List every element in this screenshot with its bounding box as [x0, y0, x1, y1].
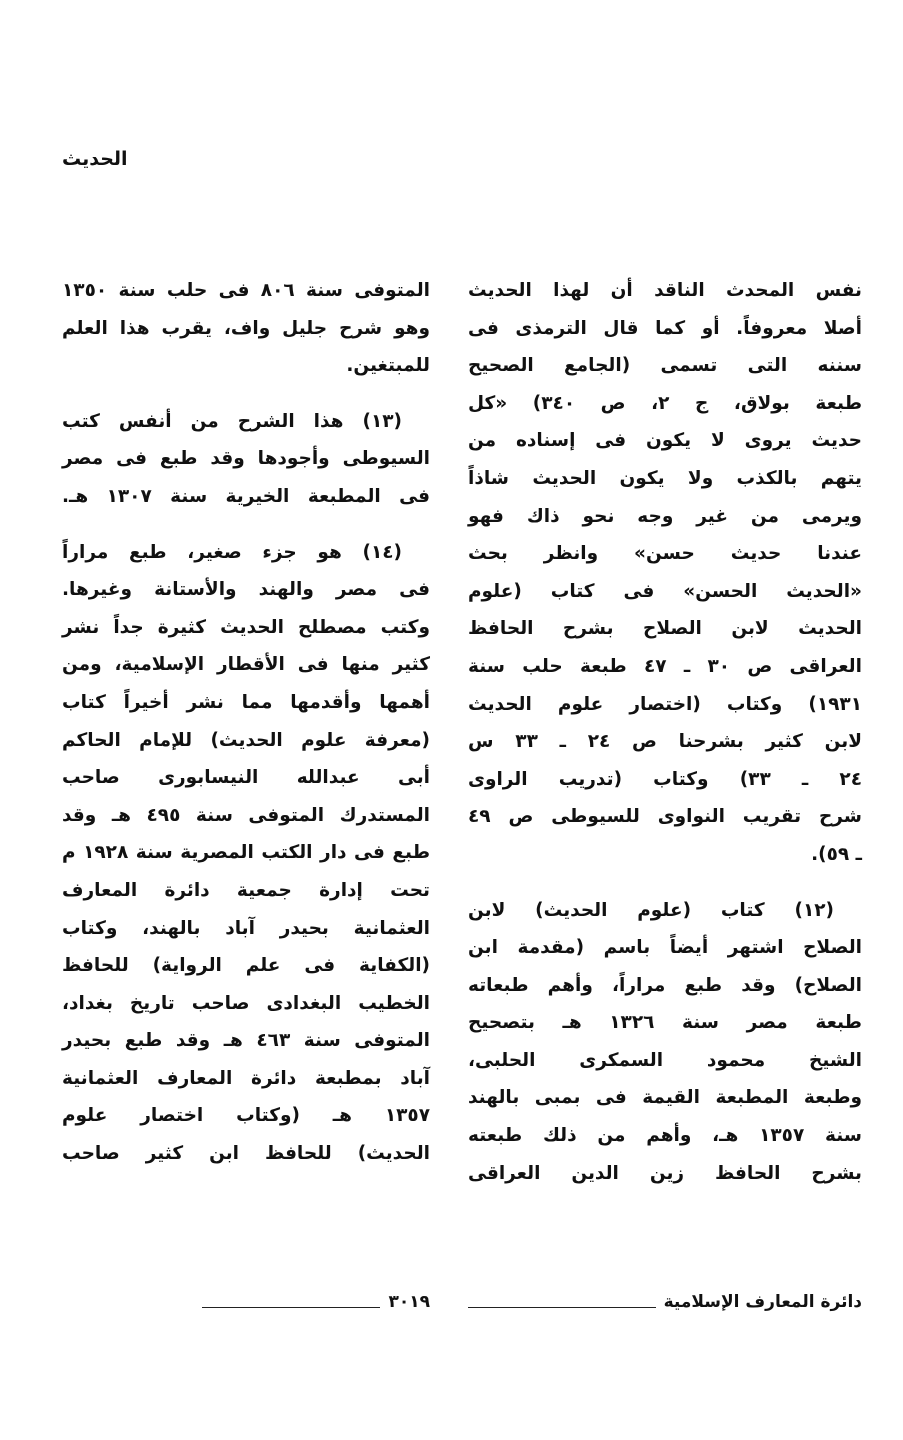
text-line: وكتب مصطلح الحديث كثيرة جداً نشر	[62, 616, 430, 638]
text-line: الحديث لابن الصلاح بشرح الحافظ	[468, 618, 862, 640]
right-column	[468, 272, 862, 1210]
text-line: كثير منها فى الأقطار الإسلامية، ومن	[62, 654, 430, 676]
text-line: العثمانية بحيدر آباد بالهند، وكتاب	[62, 917, 430, 939]
text-line: فى مصر والهند والأستانة وغيرها.	[62, 579, 430, 601]
text-line: الصلاح) وقد طبع مراراً، وأهم طبعاته	[468, 974, 862, 996]
paragraph	[468, 272, 862, 874]
text-line: المتوفى سنة ٤٦٣ هـ وقد طبع بحيدر	[62, 1030, 430, 1052]
text-line: وطبعة المطبعة القيمة فى بمبى بالهند	[468, 1087, 862, 1109]
text-line: أبى عبدالله النيسابورى صاحب	[62, 767, 430, 789]
text-line: (الكفاية فى علم الرواية) للحافظ	[62, 955, 430, 977]
text-line: المتوفى سنة ٨٠٦ فى حلب سنة ١٣٥٠	[62, 280, 430, 301]
text-line: بشرح الحافظ زين الدين العراقى	[468, 1162, 862, 1184]
text-line: ١٣٥٧ هـ (وكتاب اختصار علوم	[62, 1105, 430, 1127]
text-line: ١٩٣١) وكتاب (اختصار علوم الحديث	[468, 693, 862, 715]
text-line: الخطيب البغدادى صاحب تاريخ بغداد،	[62, 992, 430, 1014]
text-line: سننه التى تسمى (الجامع الصحيح	[468, 355, 862, 377]
text-line: أهمها وأقدمها مما نشر أخيراً كتاب	[62, 691, 430, 713]
paragraph	[62, 403, 430, 516]
text-line: طبع فى دار الكتب المصرية سنة ١٩٢٨ م	[62, 842, 430, 864]
text-line: الحديث) للحافظ ابن كثير صاحب	[62, 1143, 430, 1165]
text-line: للمبتغين.	[346, 355, 430, 377]
text-line: طبعة مصر سنة ١٣٢٦ هـ بتصحيح	[468, 1012, 862, 1034]
text-line: يتهم بالكذب ولا يكون الحديث شاذاً	[468, 467, 862, 489]
text-line: (١٢) كتاب (علوم الحديث) لابن	[468, 899, 834, 921]
text-line: فى المطبعة الخيرية سنة ١٣٠٧ هـ.	[62, 485, 430, 507]
left-column	[62, 272, 430, 1191]
text-line: لابن كثير بشرحنا ص ٢٤ ـ ٣٣ س	[468, 731, 862, 753]
publication-title: دائرة المعارف الإسلامية	[663, 1292, 862, 1312]
text-line: ـ ٥٩).	[811, 843, 862, 865]
text-line: تحت إدارة جمعية دائرة المعارف	[62, 879, 430, 901]
text-line: (١٤) هو جزء صغير، طبع مراراً	[62, 541, 402, 563]
text-line: عندنا حديث حسن» وانظر بحث	[468, 543, 862, 565]
text-line: وهو شرح جليل واف، يقرب هذا العلم	[62, 317, 430, 339]
page-number: ٣٠١٩	[388, 1292, 430, 1312]
text-line: العراقى ص ٣٠ ـ ٤٧ طبعة حلب سنة	[468, 655, 862, 677]
text-line: (١٣) هذا الشرح من أنفس كتب	[62, 410, 402, 432]
text-line: السيوطى وأجودها وقد طبع فى مصر	[62, 448, 430, 470]
footer-rule	[468, 1307, 656, 1308]
text-line: آباد بمطبعة دائرة المعارف العثمانية	[62, 1067, 430, 1089]
text-line: «الحديث الحسن» فى كتاب (علوم	[468, 580, 862, 602]
text-line: نفس المحدث الناقد أن لهذا الحديث	[468, 280, 862, 301]
paragraph	[62, 534, 430, 1173]
text-line: ويرمى من غير وجه نحو ذاك فهو	[468, 505, 862, 527]
footer-publication	[468, 1292, 862, 1312]
text-line: ٢٤ ـ ٣٣) وكتاب (تدريب الراوى	[468, 768, 862, 790]
text-line: المستدرك المتوفى سنة ٤٩٥ هـ وقد	[62, 804, 430, 826]
footer-page	[62, 1292, 430, 1312]
text-line: شرح تقريب النواوى للسيوطى ص ٤٩	[468, 806, 862, 828]
paragraph	[468, 892, 862, 1193]
text-line: سنة ١٣٥٧ هـ، وأهم من ذلك طبعته	[468, 1125, 862, 1147]
footer-rule	[202, 1307, 380, 1308]
text-line: الشيخ محمود السمكرى الحلبى،	[468, 1049, 862, 1071]
text-line: الصلاح اشتهر أيضاً باسم (مقدمة ابن	[468, 937, 862, 959]
running-header: الحديث	[62, 148, 128, 170]
text-line: حديث يروى لا يكون فى إسناده من	[468, 430, 862, 452]
text-line: أصلا معروفاً. أو كما قال الترمذى فى	[468, 317, 862, 339]
text-line: طبعة بولاق، ج ٢، ص ٣٤٠) «كل	[468, 392, 863, 414]
paragraph	[62, 272, 430, 385]
text-line: (معرفة علوم الحديث) للإمام الحاكم	[62, 729, 430, 751]
